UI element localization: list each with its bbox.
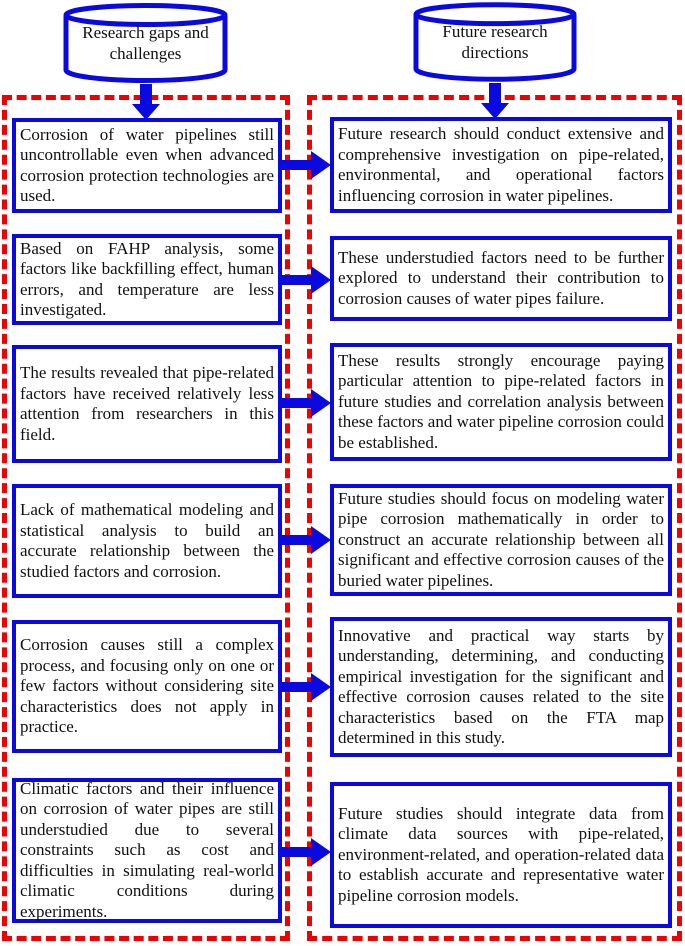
gap-box-4	[12, 484, 282, 598]
gap-box-2	[12, 234, 282, 325]
gap-box-5-text: Corrosion causes still a complex process, and focusing only on one or few factors without considering site characteristics does not apply in practice.	[20, 635, 274, 737]
down-arrow-icon	[481, 83, 509, 119]
direction-box-3	[330, 343, 672, 461]
gap-box-2-text: Based on FAHP analysis, some factors like backfilling effect, human errors, and temperature are less investigated.	[20, 238, 274, 319]
arrow-head	[311, 151, 331, 179]
direction-box-1	[330, 117, 672, 213]
direction-box-3-text: These results strongly encourage paying particular attention to pipe-related factors in future studies and correlation analysis between these factors and water pipeline corrosion could be established.	[338, 350, 664, 452]
arrow-shaft	[281, 847, 313, 857]
arrow-shaft	[281, 398, 313, 408]
direction-box-5-text: Innovative and practical way starts by understanding, determining, and conducting empirical investigation for the significant and effective corrosion causes related to the site characteristics based on the FTA map determined in this study.	[338, 625, 664, 747]
right-arrow-icon	[281, 266, 331, 294]
arrow-shaft	[140, 84, 152, 104]
gap-box-3	[12, 345, 282, 463]
right-arrow-icon	[281, 838, 331, 866]
directions-cylinder	[413, 2, 577, 84]
gap-box-5	[12, 620, 282, 753]
direction-box-1-text: Future research should conduct extensive and comprehensive investigation on pipe-related, environmental, and operational factors influencing corrosion in water pipelines.	[338, 124, 664, 205]
arrow-head	[311, 266, 331, 294]
arrow-shaft	[281, 275, 313, 285]
right-arrow-icon	[281, 151, 331, 179]
directions-header-label: Future research directions	[442, 22, 548, 62]
arrow-shaft	[281, 535, 313, 545]
direction-box-4-text: Future studies should focus on modeling water pipe corrosion mathematically in order to construct an accurate relationship between all significant and effective corrosion causes of the buried water pipelines.	[338, 488, 664, 590]
gaps-cylinder	[63, 3, 228, 85]
direction-box-2	[330, 236, 672, 321]
direction-box-6-text: Future studies should integrate data from climate data sources with pipe-related, environment-related, and operation-related data to establish accurate and representative water pipeline corrosion models.	[338, 803, 664, 905]
down-arrow-icon	[132, 84, 160, 120]
arrow-head	[311, 389, 331, 417]
direction-box-5	[330, 617, 672, 757]
gap-box-3-text: The results revealed that pipe-related factors have received relatively less attention from researchers in this field.	[20, 363, 274, 444]
direction-box-6	[330, 782, 672, 928]
right-arrow-icon	[281, 526, 331, 554]
gap-box-1	[12, 118, 282, 213]
gap-box-6	[12, 778, 282, 923]
gap-box-4-text: Lack of mathematical modeling and statistical analysis to build an accurate relationship between the studied factors and corrosion.	[20, 500, 274, 581]
arrow-shaft	[281, 682, 313, 692]
gaps-header-label: Research gaps and challenges	[82, 23, 209, 63]
right-arrow-icon	[281, 673, 331, 701]
arrow-head	[311, 838, 331, 866]
arrow-shaft	[489, 83, 501, 103]
arrow-shaft	[281, 160, 313, 170]
direction-box-4	[330, 484, 672, 596]
right-arrow-icon	[281, 389, 331, 417]
gap-box-1-text: Corrosion of water pipelines still uncontrollable even when advanced corrosion protection technologies are used.	[20, 124, 274, 205]
arrow-head	[311, 526, 331, 554]
direction-box-2-text: These understudied factors need to be further explored to understand their contribution to corrosion causes of water pipes failure.	[338, 247, 664, 308]
arrow-head	[311, 673, 331, 701]
gap-box-6-text: Climatic factors and their influence on corrosion of water pipes are still understudied due to several constraints such as cost and difficulties in simulating real-world climatic conditions during experiments.	[20, 778, 274, 921]
